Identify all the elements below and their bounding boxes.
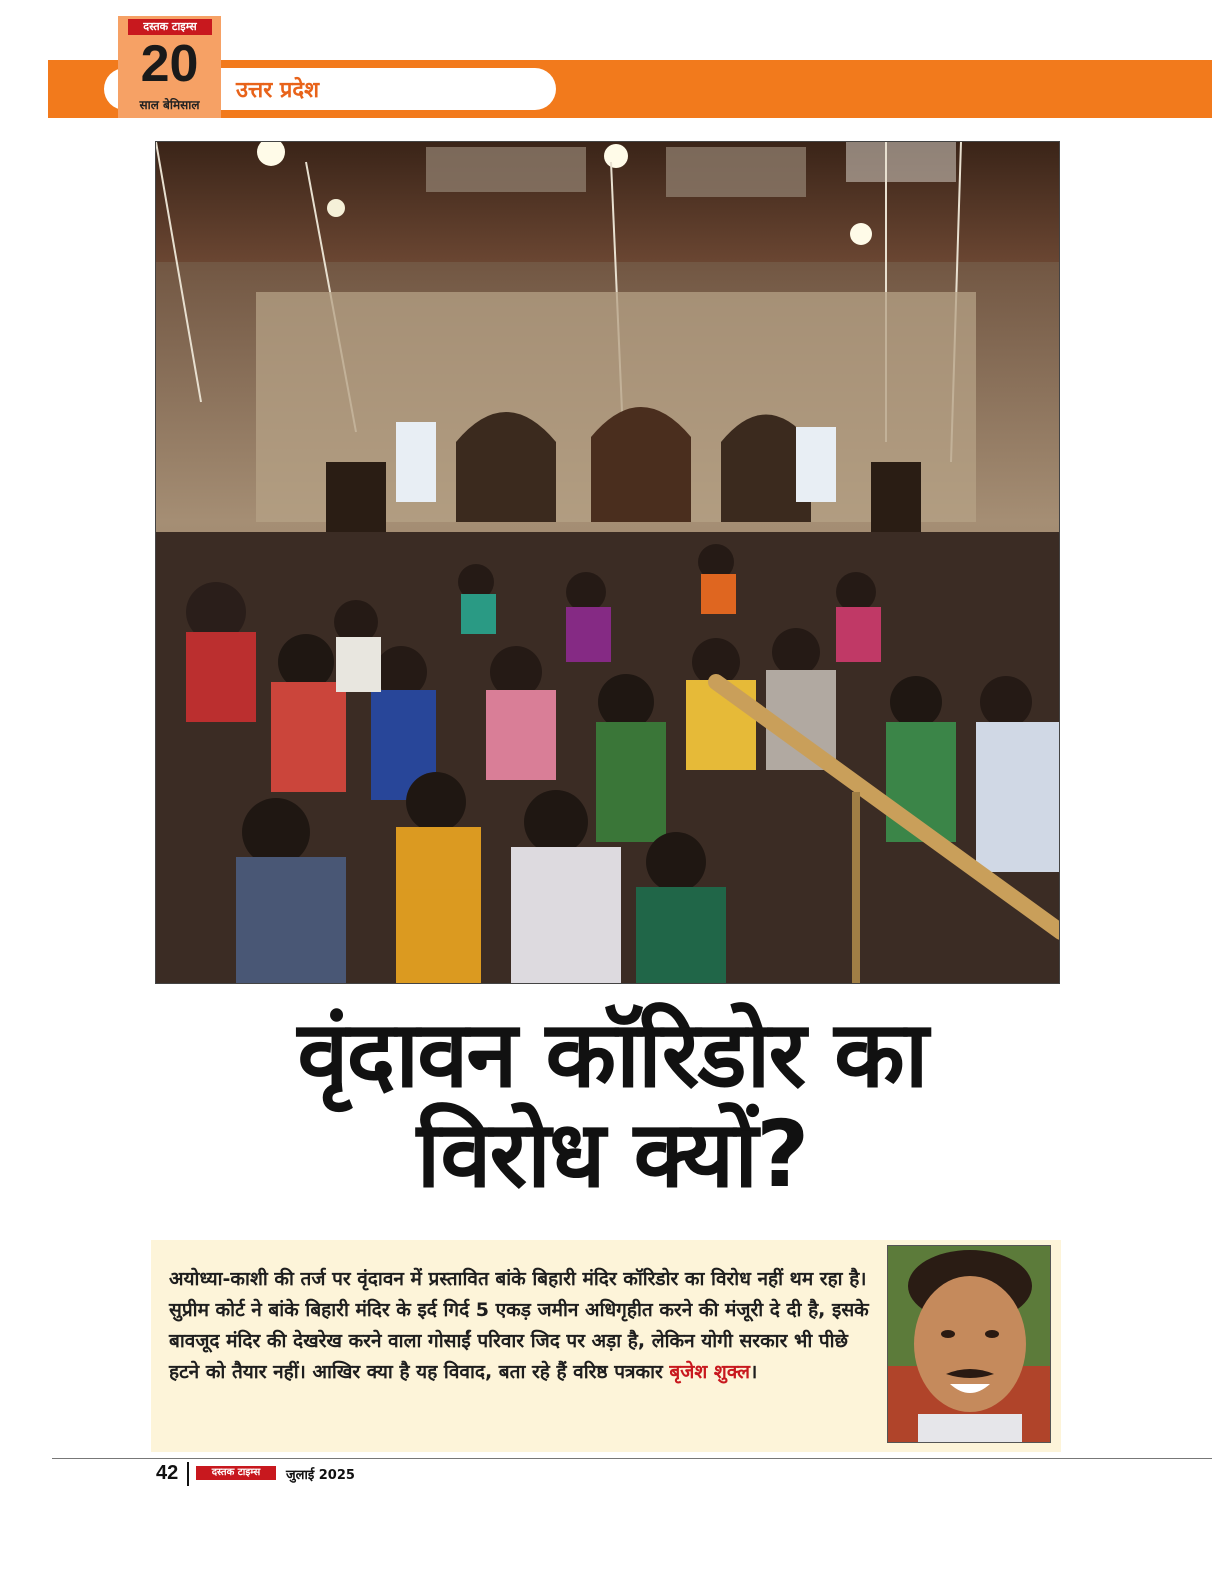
footer-rule [52,1458,1212,1459]
intro-end: । [750,1361,758,1383]
intro-box [151,1240,1061,1452]
anniversary-number: 20 [140,35,199,93]
footer-logo: दस्तक टाइम्स [196,1466,276,1480]
page-number: 42 [156,1462,179,1484]
author-name: बृजेश शुक्ल [669,1361,751,1383]
section-label[interactable]: उत्तर प्रदेश [236,78,320,103]
temple-crowd-photo [155,141,1060,984]
headline-line-1: वृंदावन कॉरिडोर का [297,1001,927,1108]
headline-line-2: विरोध क्यों? [416,1101,808,1208]
headline [150,1001,1074,1208]
anniversary-badge [118,16,221,118]
footer-separator [187,1462,189,1486]
magazine-logo: दस्तक टाइम्स [128,19,212,35]
footer-date: जुलाई 2025 [286,1468,355,1483]
intro-body: अयोध्या-काशी की तर्ज पर वृंदावन में प्रस्तावित बांके बिहारी मंदिर कॉरिडोर का विरोध नहीं थम रहा है। सुप्रीम कोर्ट ने बांके बिहारी मंदिर के इर्द गिर्द 5 एकड़ जमीन अधिगृहीत करने की मंजूरी दे दी है, इसके बावजूद मंदिर की देखरेख करने वाला गोसाईं परिवार जिद पर अड़ा है, लेकिन योगी सरकार भी पीछे हटने को तैयार नहीं। आखिर क्या है यह विवाद, बता रहे हैं वरिष्ठ पत्रकार [169,1268,869,1383]
author-photo [887,1245,1051,1443]
anniversary-tagline: साल बेमिसाल [139,98,200,112]
intro-text [169,1264,874,1388]
